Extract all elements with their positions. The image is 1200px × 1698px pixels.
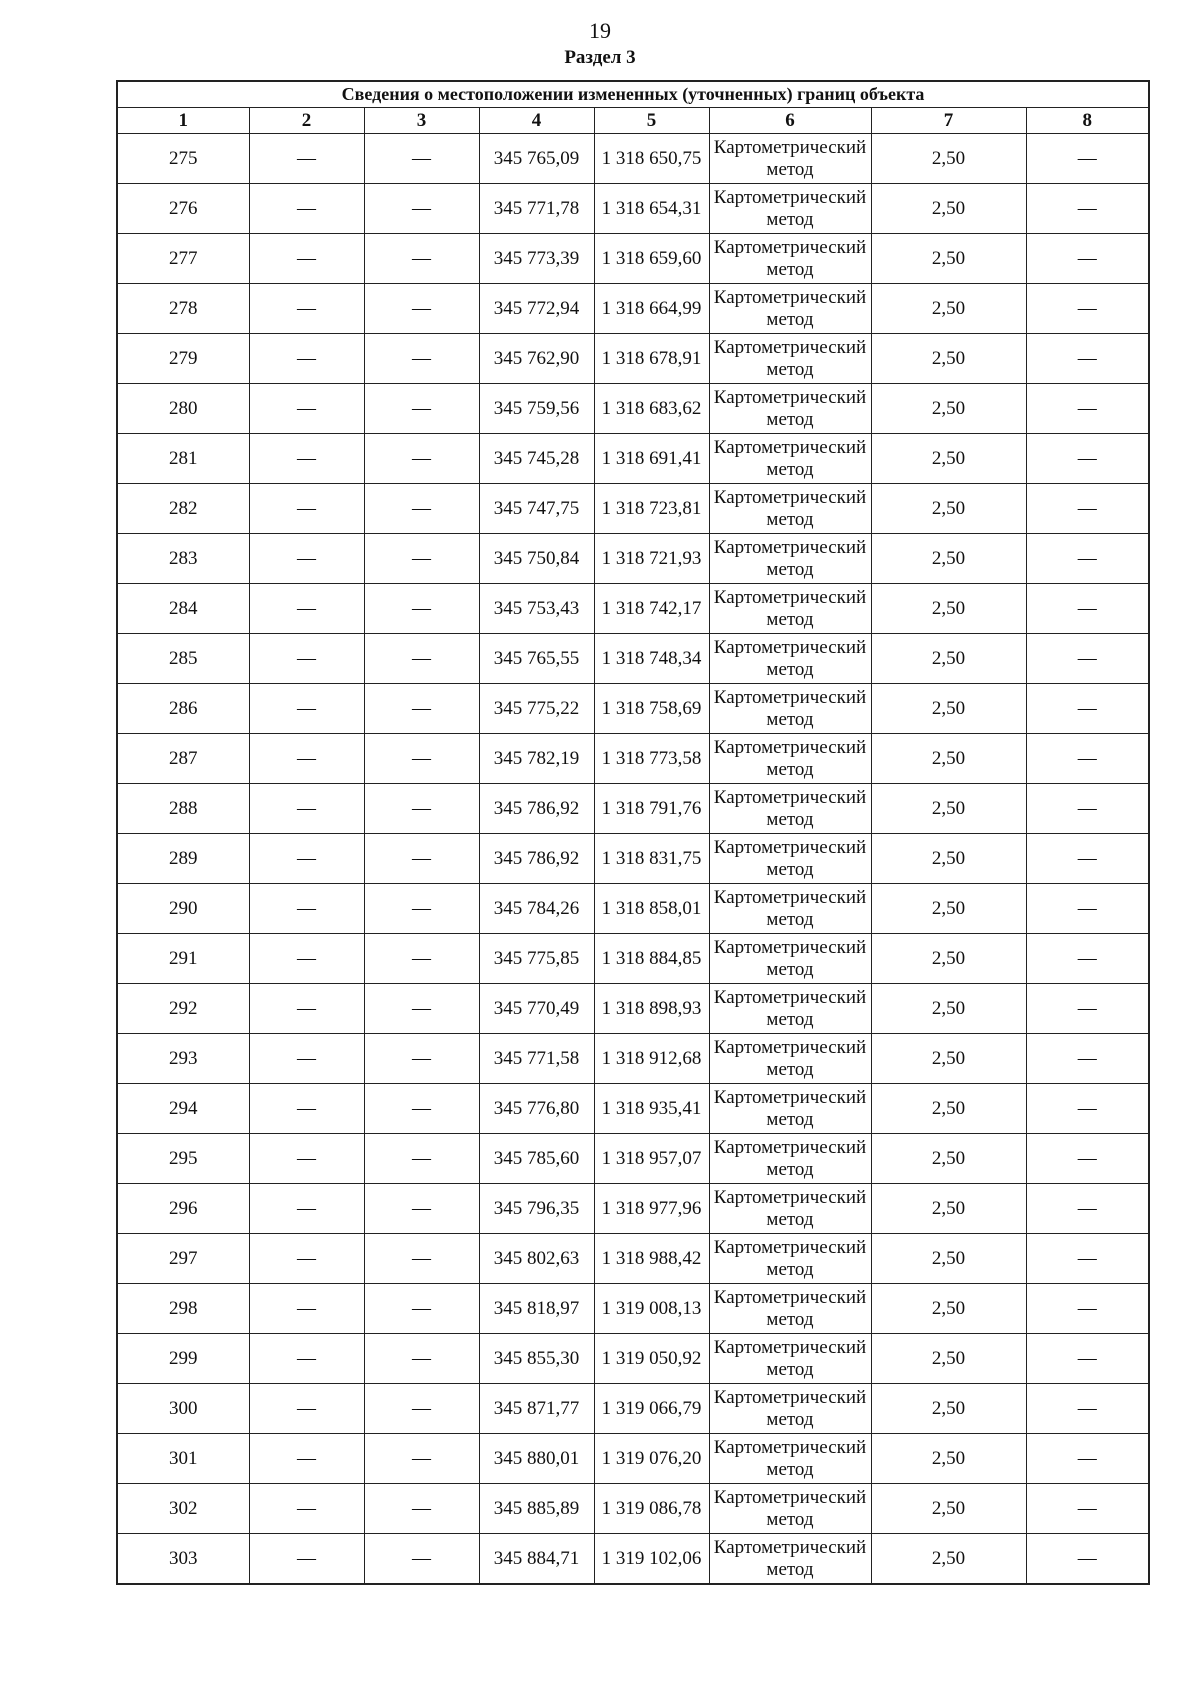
table-row (117, 384, 1149, 434)
y-coordinate-cell: 1 318 721,93 (594, 534, 709, 584)
method-cell: Картометрический метод (709, 334, 871, 384)
method-cell: Картометрический метод (709, 234, 871, 284)
table-row (117, 734, 1149, 784)
table-row (117, 784, 1149, 834)
point-number-cell: 288 (117, 784, 249, 834)
accuracy-cell: 2,50 (871, 1384, 1026, 1434)
col3-cell: — (364, 684, 479, 734)
point-number-cell: 298 (117, 1284, 249, 1334)
method-cell: Картометрический метод (709, 1234, 871, 1284)
method-cell: Картометрический метод (709, 834, 871, 884)
x-coordinate-cell: 345 885,89 (479, 1484, 594, 1534)
x-coordinate-cell: 345 765,55 (479, 634, 594, 684)
point-number-cell: 281 (117, 434, 249, 484)
col8-cell: — (1026, 184, 1149, 234)
method-cell: Картометрический метод (709, 584, 871, 634)
col3-cell: — (364, 1034, 479, 1084)
method-cell: Картометрический метод (709, 384, 871, 434)
y-coordinate-cell: 1 318 748,34 (594, 634, 709, 684)
col3-cell: — (364, 234, 479, 284)
column-number: 7 (871, 108, 1026, 134)
method-cell: Картометрический метод (709, 984, 871, 1034)
col2-cell: — (249, 1084, 364, 1134)
col3-cell: — (364, 1534, 479, 1585)
point-number-cell: 290 (117, 884, 249, 934)
x-coordinate-cell: 345 785,60 (479, 1134, 594, 1184)
y-coordinate-cell: 1 318 831,75 (594, 834, 709, 884)
accuracy-cell: 2,50 (871, 1534, 1026, 1585)
y-coordinate-cell: 1 319 008,13 (594, 1284, 709, 1334)
x-coordinate-cell: 345 747,75 (479, 484, 594, 534)
column-number-row (117, 108, 1149, 134)
point-number-cell: 296 (117, 1184, 249, 1234)
column-number: 3 (364, 108, 479, 134)
col8-cell: — (1026, 1084, 1149, 1134)
col2-cell: — (249, 284, 364, 334)
x-coordinate-cell: 345 750,84 (479, 534, 594, 584)
accuracy-cell: 2,50 (871, 1334, 1026, 1384)
col8-cell: — (1026, 1034, 1149, 1084)
col8-cell: — (1026, 834, 1149, 884)
x-coordinate-cell: 345 776,80 (479, 1084, 594, 1134)
accuracy-cell: 2,50 (871, 734, 1026, 784)
accuracy-cell: 2,50 (871, 934, 1026, 984)
col8-cell: — (1026, 734, 1149, 784)
col2-cell: — (249, 584, 364, 634)
accuracy-cell: 2,50 (871, 984, 1026, 1034)
accuracy-cell: 2,50 (871, 334, 1026, 384)
x-coordinate-cell: 345 784,26 (479, 884, 594, 934)
y-coordinate-cell: 1 319 050,92 (594, 1334, 709, 1384)
x-coordinate-cell: 345 884,71 (479, 1534, 594, 1585)
y-coordinate-cell: 1 318 758,69 (594, 684, 709, 734)
column-number: 4 (479, 108, 594, 134)
col2-cell: — (249, 884, 364, 934)
accuracy-cell: 2,50 (871, 1184, 1026, 1234)
col8-cell: — (1026, 384, 1149, 434)
table-row (117, 584, 1149, 634)
col2-cell: — (249, 384, 364, 434)
point-number-cell: 300 (117, 1384, 249, 1434)
accuracy-cell: 2,50 (871, 1034, 1026, 1084)
point-number-cell: 275 (117, 134, 249, 184)
y-coordinate-cell: 1 318 691,41 (594, 434, 709, 484)
point-number-cell: 286 (117, 684, 249, 734)
x-coordinate-cell: 345 745,28 (479, 434, 594, 484)
accuracy-cell: 2,50 (871, 1084, 1026, 1134)
table-row (117, 1284, 1149, 1334)
accuracy-cell: 2,50 (871, 634, 1026, 684)
col8-cell: — (1026, 484, 1149, 534)
y-coordinate-cell: 1 319 066,79 (594, 1384, 709, 1434)
col3-cell: — (364, 534, 479, 584)
col3-cell: — (364, 434, 479, 484)
col3-cell: — (364, 284, 479, 334)
col3-cell: — (364, 784, 479, 834)
y-coordinate-cell: 1 318 654,31 (594, 184, 709, 234)
col2-cell: — (249, 234, 364, 284)
y-coordinate-cell: 1 318 678,91 (594, 334, 709, 384)
y-coordinate-cell: 1 318 664,99 (594, 284, 709, 334)
method-cell: Картометрический метод (709, 284, 871, 334)
x-coordinate-cell: 345 765,09 (479, 134, 594, 184)
table-body (117, 134, 1149, 1585)
method-cell: Картометрический метод (709, 684, 871, 734)
accuracy-cell: 2,50 (871, 834, 1026, 884)
col8-cell: — (1026, 434, 1149, 484)
table-row (117, 334, 1149, 384)
col3-cell: — (364, 184, 479, 234)
accuracy-cell: 2,50 (871, 1434, 1026, 1484)
col2-cell: — (249, 334, 364, 384)
point-number-cell: 279 (117, 334, 249, 384)
col8-cell: — (1026, 634, 1149, 684)
method-cell: Картометрический метод (709, 184, 871, 234)
point-number-cell: 299 (117, 1334, 249, 1384)
col2-cell: — (249, 684, 364, 734)
x-coordinate-cell: 345 855,30 (479, 1334, 594, 1384)
col8-cell: — (1026, 334, 1149, 384)
col3-cell: — (364, 484, 479, 534)
col8-cell: — (1026, 684, 1149, 734)
col3-cell: — (364, 1384, 479, 1434)
x-coordinate-cell: 345 762,90 (479, 334, 594, 384)
table-row (117, 284, 1149, 334)
col8-cell: — (1026, 134, 1149, 184)
col3-cell: — (364, 984, 479, 1034)
method-cell: Картометрический метод (709, 1534, 871, 1585)
col2-cell: — (249, 134, 364, 184)
accuracy-cell: 2,50 (871, 884, 1026, 934)
col2-cell: — (249, 1534, 364, 1585)
y-coordinate-cell: 1 318 650,75 (594, 134, 709, 184)
accuracy-cell: 2,50 (871, 1484, 1026, 1534)
method-cell: Картометрический метод (709, 1334, 871, 1384)
column-number: 1 (117, 108, 249, 134)
table-row (117, 434, 1149, 484)
point-number-cell: 276 (117, 184, 249, 234)
table-row (117, 484, 1149, 534)
table-row (117, 534, 1149, 584)
method-cell: Картометрический метод (709, 884, 871, 934)
x-coordinate-cell: 345 786,92 (479, 784, 594, 834)
col2-cell: — (249, 634, 364, 684)
method-cell: Картометрический метод (709, 1184, 871, 1234)
point-number-cell: 289 (117, 834, 249, 884)
col8-cell: — (1026, 1484, 1149, 1534)
col8-cell: — (1026, 884, 1149, 934)
col8-cell: — (1026, 1334, 1149, 1384)
point-number-cell: 297 (117, 1234, 249, 1284)
y-coordinate-cell: 1 318 898,93 (594, 984, 709, 1034)
point-number-cell: 285 (117, 634, 249, 684)
boundary-coordinates-table (116, 80, 1150, 1585)
table-row (117, 984, 1149, 1034)
accuracy-cell: 2,50 (871, 284, 1026, 334)
method-cell: Картометрический метод (709, 1484, 871, 1534)
point-number-cell: 287 (117, 734, 249, 784)
accuracy-cell: 2,50 (871, 234, 1026, 284)
y-coordinate-cell: 1 318 912,68 (594, 1034, 709, 1084)
method-cell: Картометрический метод (709, 784, 871, 834)
col2-cell: — (249, 184, 364, 234)
method-cell: Картометрический метод (709, 434, 871, 484)
table-row (117, 1384, 1149, 1434)
table-row (117, 1334, 1149, 1384)
accuracy-cell: 2,50 (871, 384, 1026, 434)
table-row (117, 134, 1149, 184)
table-row (117, 1234, 1149, 1284)
method-cell: Картометрический метод (709, 1284, 871, 1334)
section-title: Раздел 3 (564, 47, 636, 68)
col2-cell: — (249, 1184, 364, 1234)
col3-cell: — (364, 1434, 479, 1484)
table-row (117, 934, 1149, 984)
point-number-cell: 291 (117, 934, 249, 984)
x-coordinate-cell: 345 871,77 (479, 1384, 594, 1434)
col3-cell: — (364, 334, 479, 384)
point-number-cell: 282 (117, 484, 249, 534)
x-coordinate-cell: 345 796,35 (479, 1184, 594, 1234)
col8-cell: — (1026, 1184, 1149, 1234)
method-cell: Картометрический метод (709, 534, 871, 584)
x-coordinate-cell: 345 818,97 (479, 1284, 594, 1334)
accuracy-cell: 2,50 (871, 684, 1026, 734)
point-number-cell: 292 (117, 984, 249, 1034)
table-row (117, 1084, 1149, 1134)
col3-cell: — (364, 834, 479, 884)
accuracy-cell: 2,50 (871, 434, 1026, 484)
table-row (117, 634, 1149, 684)
y-coordinate-cell: 1 318 742,17 (594, 584, 709, 634)
accuracy-cell: 2,50 (871, 1134, 1026, 1184)
table-row (117, 834, 1149, 884)
method-cell: Картометрический метод (709, 1384, 871, 1434)
col3-cell: — (364, 1134, 479, 1184)
col2-cell: — (249, 1134, 364, 1184)
y-coordinate-cell: 1 318 723,81 (594, 484, 709, 534)
col3-cell: — (364, 134, 479, 184)
col3-cell: — (364, 884, 479, 934)
y-coordinate-cell: 1 318 977,96 (594, 1184, 709, 1234)
y-coordinate-cell: 1 318 683,62 (594, 384, 709, 434)
point-number-cell: 278 (117, 284, 249, 334)
y-coordinate-cell: 1 318 957,07 (594, 1134, 709, 1184)
x-coordinate-cell: 345 782,19 (479, 734, 594, 784)
col8-cell: — (1026, 1134, 1149, 1184)
column-number: 2 (249, 108, 364, 134)
col2-cell: — (249, 784, 364, 834)
method-cell: Картометрический метод (709, 734, 871, 784)
accuracy-cell: 2,50 (871, 1284, 1026, 1334)
point-number-cell: 295 (117, 1134, 249, 1184)
method-cell: Картометрический метод (709, 634, 871, 684)
table-row (117, 1534, 1149, 1585)
y-coordinate-cell: 1 319 076,20 (594, 1434, 709, 1484)
col2-cell: — (249, 434, 364, 484)
x-coordinate-cell: 345 771,58 (479, 1034, 594, 1084)
table-row (117, 1034, 1149, 1084)
table-row (117, 884, 1149, 934)
column-number: 6 (709, 108, 871, 134)
col2-cell: — (249, 1284, 364, 1334)
point-number-cell: 283 (117, 534, 249, 584)
column-number: 5 (594, 108, 709, 134)
col3-cell: — (364, 1234, 479, 1284)
method-cell: Картометрический метод (709, 1134, 871, 1184)
table-row (117, 234, 1149, 284)
table-row (117, 184, 1149, 234)
point-number-cell: 293 (117, 1034, 249, 1084)
accuracy-cell: 2,50 (871, 784, 1026, 834)
x-coordinate-cell: 345 773,39 (479, 234, 594, 284)
y-coordinate-cell: 1 319 102,06 (594, 1534, 709, 1585)
col2-cell: — (249, 834, 364, 884)
col8-cell: — (1026, 534, 1149, 584)
col3-cell: — (364, 634, 479, 684)
accuracy-cell: 2,50 (871, 134, 1026, 184)
col8-cell: — (1026, 1434, 1149, 1484)
col8-cell: — (1026, 284, 1149, 334)
col8-cell: — (1026, 1384, 1149, 1434)
accuracy-cell: 2,50 (871, 584, 1026, 634)
method-cell: Картометрический метод (709, 1084, 871, 1134)
method-cell: Картометрический метод (709, 1034, 871, 1084)
point-number-cell: 301 (117, 1434, 249, 1484)
col2-cell: — (249, 1384, 364, 1434)
x-coordinate-cell: 345 770,49 (479, 984, 594, 1034)
col3-cell: — (364, 1184, 479, 1234)
method-cell: Картометрический метод (709, 134, 871, 184)
y-coordinate-cell: 1 318 935,41 (594, 1084, 709, 1134)
col2-cell: — (249, 534, 364, 584)
page-number: 19 (589, 18, 611, 43)
point-number-cell: 280 (117, 384, 249, 434)
table-row (117, 684, 1149, 734)
x-coordinate-cell: 345 772,94 (479, 284, 594, 334)
col8-cell: — (1026, 934, 1149, 984)
col3-cell: — (364, 1084, 479, 1134)
col8-cell: — (1026, 234, 1149, 284)
x-coordinate-cell: 345 753,43 (479, 584, 594, 634)
point-number-cell: 284 (117, 584, 249, 634)
col8-cell: — (1026, 1234, 1149, 1284)
col3-cell: — (364, 1334, 479, 1384)
method-cell: Картометрический метод (709, 484, 871, 534)
col2-cell: — (249, 1234, 364, 1284)
point-number-cell: 277 (117, 234, 249, 284)
col2-cell: — (249, 1484, 364, 1534)
col3-cell: — (364, 734, 479, 784)
y-coordinate-cell: 1 318 791,76 (594, 784, 709, 834)
col3-cell: — (364, 934, 479, 984)
x-coordinate-cell: 345 786,92 (479, 834, 594, 884)
col8-cell: — (1026, 984, 1149, 1034)
x-coordinate-cell: 345 802,63 (479, 1234, 594, 1284)
col2-cell: — (249, 1434, 364, 1484)
col2-cell: — (249, 934, 364, 984)
point-number-cell: 294 (117, 1084, 249, 1134)
col3-cell: — (364, 1284, 479, 1334)
point-number-cell: 302 (117, 1484, 249, 1534)
accuracy-cell: 2,50 (871, 1234, 1026, 1284)
col2-cell: — (249, 484, 364, 534)
accuracy-cell: 2,50 (871, 534, 1026, 584)
col8-cell: — (1026, 1284, 1149, 1334)
col3-cell: — (364, 384, 479, 434)
y-coordinate-cell: 1 318 773,58 (594, 734, 709, 784)
x-coordinate-cell: 345 880,01 (479, 1434, 594, 1484)
col8-cell: — (1026, 784, 1149, 834)
column-number: 8 (1026, 108, 1149, 134)
table-row (117, 1484, 1149, 1534)
method-cell: Картометрический метод (709, 934, 871, 984)
col2-cell: — (249, 984, 364, 1034)
method-cell: Картометрический метод (709, 1434, 871, 1484)
col2-cell: — (249, 1034, 364, 1084)
col8-cell: — (1026, 1534, 1149, 1585)
col3-cell: — (364, 1484, 479, 1534)
x-coordinate-cell: 345 771,78 (479, 184, 594, 234)
y-coordinate-cell: 1 318 884,85 (594, 934, 709, 984)
table-row (117, 1184, 1149, 1234)
y-coordinate-cell: 1 318 659,60 (594, 234, 709, 284)
y-coordinate-cell: 1 319 086,78 (594, 1484, 709, 1534)
x-coordinate-cell: 345 775,22 (479, 684, 594, 734)
y-coordinate-cell: 1 318 988,42 (594, 1234, 709, 1284)
y-coordinate-cell: 1 318 858,01 (594, 884, 709, 934)
table-caption: Сведения о местоположении измененных (уточненных) границ объекта (117, 81, 1149, 108)
accuracy-cell: 2,50 (871, 484, 1026, 534)
table-row (117, 1134, 1149, 1184)
col3-cell: — (364, 584, 479, 634)
col2-cell: — (249, 734, 364, 784)
accuracy-cell: 2,50 (871, 184, 1026, 234)
x-coordinate-cell: 345 775,85 (479, 934, 594, 984)
table-row (117, 1434, 1149, 1484)
x-coordinate-cell: 345 759,56 (479, 384, 594, 434)
point-number-cell: 303 (117, 1534, 249, 1585)
col8-cell: — (1026, 584, 1149, 634)
col2-cell: — (249, 1334, 364, 1384)
